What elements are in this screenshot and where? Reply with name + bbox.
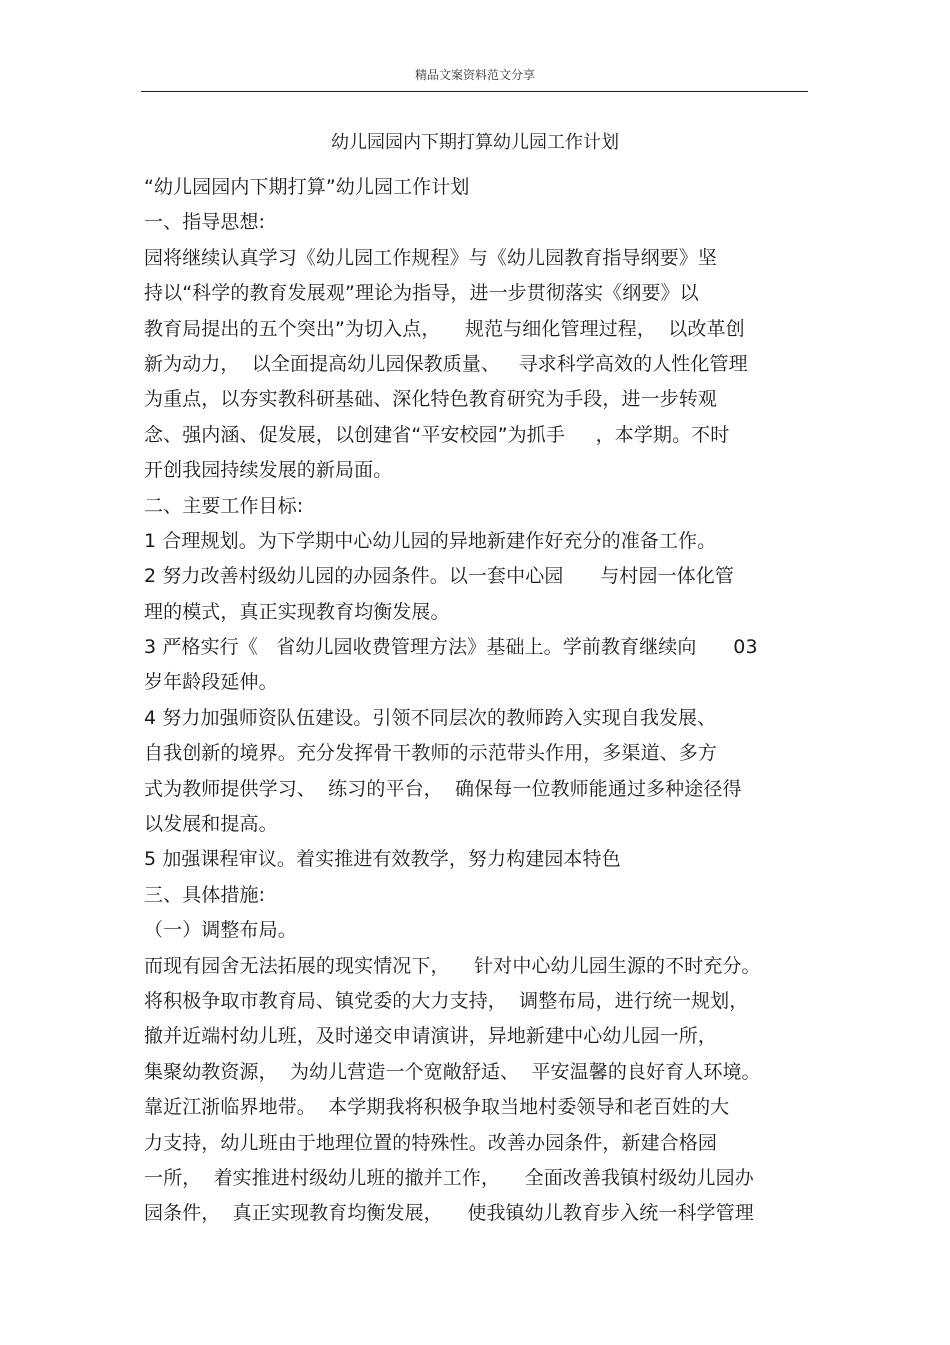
text-line: 式为教师提供学习、 练习的平台， 确保每一位教师能通过多种途径得	[144, 777, 742, 800]
header-rule	[141, 91, 808, 92]
text-line: 园条件， 真正实现教育均衡发展， 使我镇幼儿教育步入统一科学管理	[144, 1202, 754, 1225]
text-line: 开创我园持续发展的新局面。	[144, 459, 393, 482]
text-line: 力支持，幼儿班由于地理位置的特殊性。改善办园条件，新建合格园	[144, 1131, 718, 1154]
text-line: “幼儿园园内下期打算”幼儿园工作计划	[144, 176, 470, 198]
text-line: 而现有园舍无法拓展的现实情况下， 针对中心幼儿园生源的不时充分。	[144, 954, 761, 977]
text-line: 一所， 着实推进村级幼儿班的撤并工作， 全面改善我镇村级幼儿园办	[144, 1166, 754, 1189]
text-line: 5 加强课程审议。着实推进有效教学，努力构建园本特色	[144, 848, 621, 871]
text-line: 2 努力改善村级幼儿园的办园条件。以一套中心园 与村园一体化管	[144, 565, 734, 588]
text-line: 以发展和提高。	[144, 813, 278, 836]
text-line: 二、主要工作目标:	[144, 494, 304, 517]
text-line: 教育局提出的五个突出”为切入点， 规范与细化管理过程， 以改革创	[144, 317, 745, 340]
text-line: 园将继续认真学习《幼儿园工作规程》与《幼儿园教育指导纲要》坚	[144, 246, 718, 269]
text-line: 为重点，以夯实教科研基础、深化特色教育研究为手段，进一步转观	[144, 388, 718, 411]
document-title: 幼儿园园内下期打算幼儿园工作计划	[331, 132, 619, 153]
text-line: （一）调整布局。	[144, 919, 297, 942]
text-line: 撤并近端村幼儿班，及时递交申请演讲，异地新建中心幼儿园一所，	[144, 1025, 718, 1048]
text-line: 3 严格实行《 省幼儿园收费管理方法》基础上。学前教育继续向 03	[144, 636, 758, 659]
text-line: 自我创新的境界。充分发挥骨干教师的示范带头作用，多渠道、多方	[144, 742, 718, 765]
text-line: 4 努力加强师资队伍建设。引领不同层次的教师跨入实现自我发展、	[144, 706, 717, 729]
text-line: 新为动力， 以全面提高幼儿园保教质量、 寻求科学高效的人性化管理	[144, 352, 748, 375]
text-line: 理的模式，真正实现教育均衡发展。	[144, 600, 450, 623]
text-line: 岁年龄段延伸。	[144, 671, 278, 694]
text-line: 靠近江浙临界地带。 本学期我将积极争取当地村委领导和老百姓的大	[144, 1096, 730, 1119]
text-line: 持以“科学的教育发展观”理论为指导，进一步贯彻落实《纲要》以	[144, 282, 699, 305]
document-body	[144, 172, 810, 1234]
text-line: 集聚幼教资源， 为幼儿营造一个宽敞舒适、 平安温馨的良好育人环境。	[144, 1060, 761, 1083]
running-header: 精品文案资料范文分享	[414, 68, 535, 82]
text-line: 念、强内涵、促发展，以创建省“平安校园”为抓手 ，本学期。不时	[144, 423, 730, 446]
text-line: 三、具体措施:	[144, 883, 266, 906]
text-line: 1 合理规划。为下学期中心幼儿园的异地新建作好充分的准备工作。	[144, 529, 717, 552]
text-line: 将积极争取市教育局、镇党委的大力支持， 调整布局，进行统一规划，	[144, 989, 749, 1012]
text-line: 一、指导思想:	[144, 211, 266, 234]
